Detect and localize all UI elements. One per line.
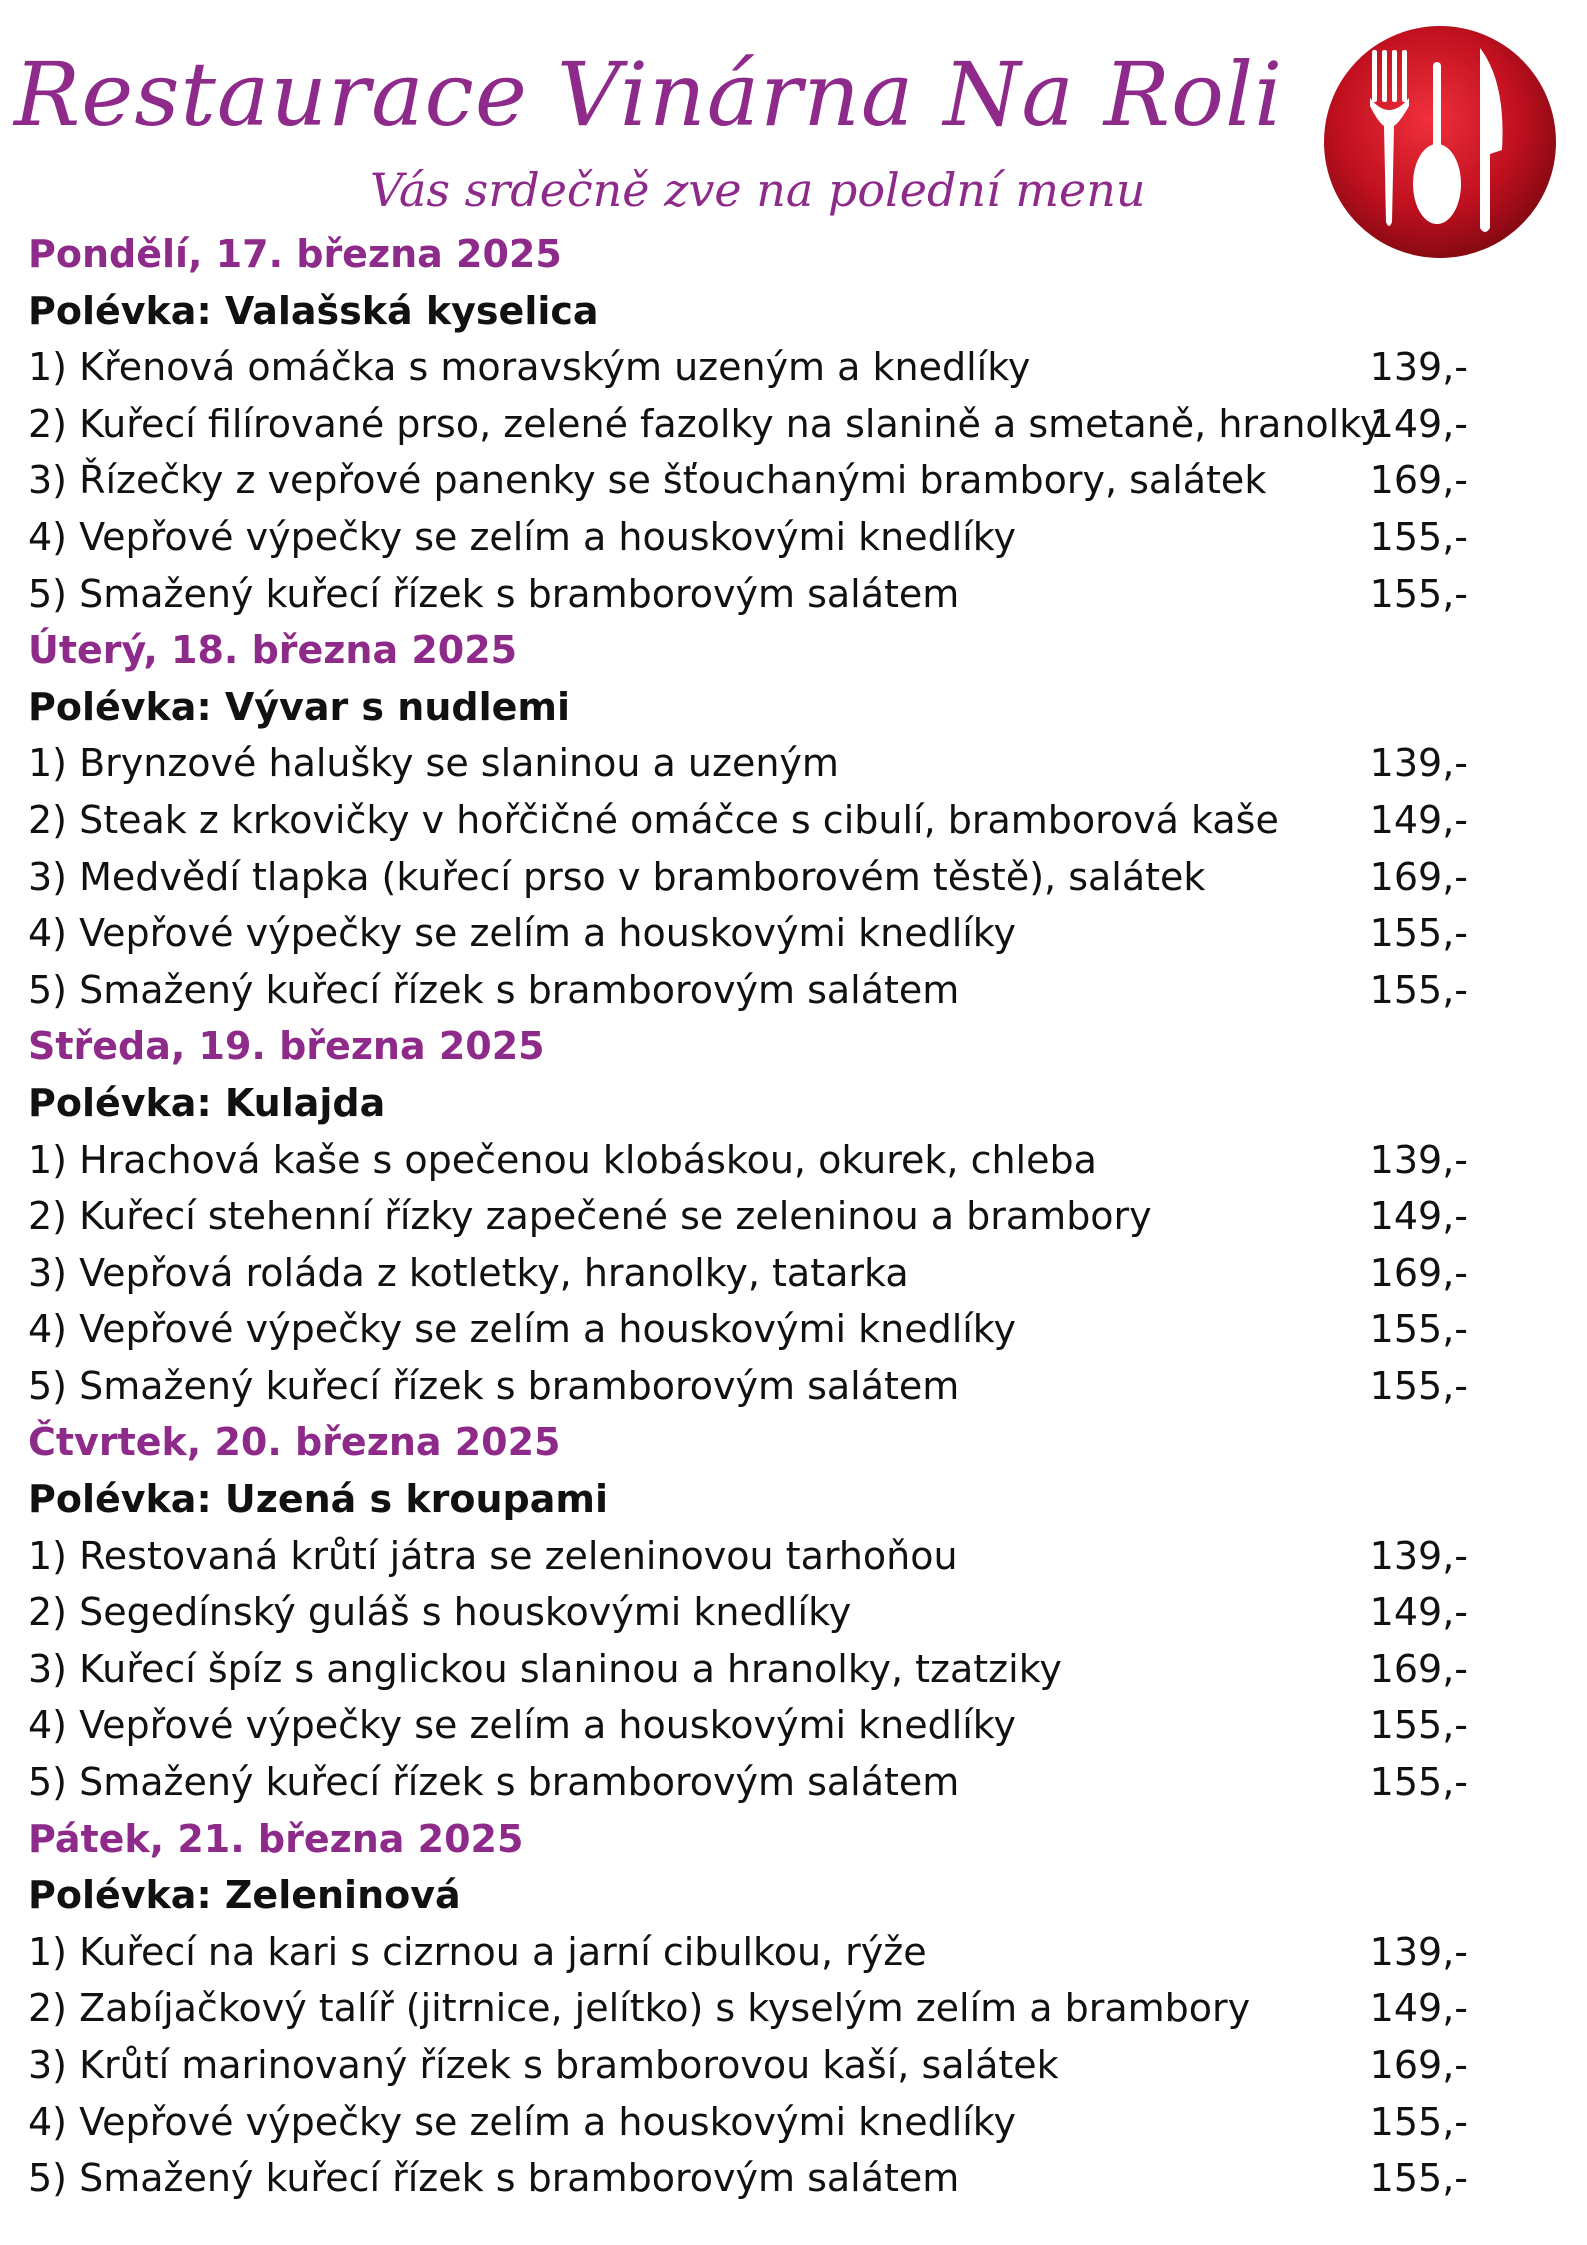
menu-item-name: 3) Krůtí marinovaný řízek s bramborovou kaší, salátek — [28, 2043, 1059, 2087]
menu-item-name: 3) Řízečky z vepřové panenky se šťouchanými brambory, salátek — [28, 458, 1267, 503]
menu-item-name: 1) Kuřecí na kari s cizrnou a jarní cibulkou, rýže — [28, 1929, 927, 1974]
soup-line: Polévka: Uzená s kroupami — [28, 1477, 609, 1522]
menu-item — [28, 1528, 1468, 1585]
menu-item-name: 5) Smažený kuřecí řízek s bramborovým salátem — [28, 2156, 960, 2201]
menu-item — [28, 509, 1468, 566]
menu-item-name: 2) Kuřecí filírované prso, zelené fazolky na slanině a smetaně, hranolky — [28, 401, 1383, 446]
menu-item — [28, 1697, 1468, 1754]
menu-item-name: 2) Zabíjačkový talíř (jitrnice, jelítko) s kyselým zelím a brambory — [28, 1986, 1251, 2031]
menu-item-name: 1) Restovaná krůtí játra se zeleninovou tarhoňou — [28, 1533, 958, 1578]
soup-line: Polévka: Kulajda — [28, 1080, 386, 1125]
menu-item-price: 155,- — [1369, 2099, 1468, 2144]
menu-item-name: 3) Vepřová roláda z kotletky, hranolky, tatarka — [28, 1250, 909, 1295]
menu-item-price: 155,- — [1369, 2156, 1468, 2201]
menu-item — [28, 1245, 1468, 1302]
menu-item-name: 1) Hrachová kaše s opečenou klobáskou, okurek, chleba — [28, 1137, 1097, 1182]
menu-item-name: 1) Křenová omáčka s moravským uzeným a knedlíky — [28, 345, 1031, 390]
day-section — [28, 1018, 1468, 1414]
menu-item — [28, 2094, 1468, 2151]
menu-item-price: 149,- — [1369, 797, 1468, 842]
menu-item-name: 4) Vepřové výpečky se zelím a houskovými knedlíky — [28, 911, 1016, 956]
menu-item-name: 2) Steak z krkovičky v hořčičné omáčce s cibulí, bramborová kaše — [28, 797, 1279, 842]
menu-item-name: 5) Smažený kuřecí řízek s bramborovým salátem — [28, 967, 960, 1012]
menu-item-price: 149,- — [1369, 1590, 1468, 1635]
menu-item-price: 155,- — [1369, 1760, 1468, 1805]
soup-line: Polévka: Zeleninová — [28, 1873, 461, 1918]
menu-item-price: 169,- — [1369, 458, 1468, 503]
menu-item — [28, 962, 1468, 1019]
menu-item-price: 155,- — [1369, 514, 1468, 559]
menu-item-name: 3) Medvědí tlapka (kuřecí prso v bramborovém těstě), salátek — [28, 854, 1206, 899]
day-section — [28, 1811, 1468, 2207]
menu-item — [28, 1924, 1468, 1981]
menu-item-name: 3) Kuřecí špíz s anglickou slaninou a hranolky, tzatziky — [28, 1646, 1062, 1691]
menu-item-name: 5) Smažený kuřecí řízek s bramborovým salátem — [28, 571, 960, 616]
menu-item-price: 149,- — [1369, 401, 1468, 446]
day-section — [28, 1414, 1468, 1810]
menu-item-price: 155,- — [1369, 1703, 1468, 1748]
menu-item — [28, 1980, 1468, 2037]
menu-item-price: 169,- — [1369, 1646, 1468, 1691]
menu-item-price: 139,- — [1369, 1929, 1468, 1974]
day-heading: Středa, 19. března 2025 — [28, 1024, 545, 1069]
menu-item-price: 155,- — [1369, 1363, 1468, 1408]
menu-item — [28, 792, 1468, 849]
soup-line: Polévka: Vývar s nudlemi — [28, 684, 571, 729]
menu-item — [28, 735, 1468, 792]
menu-item-price: 169,- — [1369, 2043, 1468, 2087]
menu-item — [28, 1754, 1468, 1811]
menu-item-name: 1) Brynzové halušky se slaninou a uzeným — [28, 741, 839, 786]
menu-item-price: 155,- — [1369, 1307, 1468, 1352]
menu-item-price: 149,- — [1369, 1986, 1468, 2031]
menu-item-price: 155,- — [1369, 571, 1468, 616]
menu-item — [28, 905, 1468, 962]
menu-item-name: 2) Segedínský guláš s houskovými knedlíky — [28, 1590, 852, 1635]
menu-item-name: 5) Smažený kuřecí řízek s bramborovým salátem — [28, 1760, 960, 1805]
menu-item — [28, 2150, 1468, 2207]
menu-item — [28, 2037, 1468, 2094]
menu-item — [28, 339, 1468, 396]
menu-item — [28, 1301, 1468, 1358]
menu-item — [28, 849, 1468, 906]
soup-line: Polévka: Valašská kyselica — [28, 288, 599, 333]
day-section — [28, 226, 1468, 622]
menu-item — [28, 1188, 1468, 1245]
day-heading: Úterý, 18. března 2025 — [28, 628, 518, 673]
restaurant-title: Restaurace Vinárna Na Roli — [14, 43, 1284, 146]
menu-item — [28, 452, 1468, 509]
menu-item-price: 169,- — [1369, 854, 1468, 899]
menu-item — [28, 396, 1468, 453]
day-heading: Čtvrtek, 20. března 2025 — [28, 1420, 561, 1465]
menu-item-price: 139,- — [1369, 1533, 1468, 1578]
menu-item-name: 4) Vepřové výpečky se zelím a houskovými knedlíky — [28, 1703, 1016, 1748]
menu-item — [28, 1641, 1468, 1698]
menu-item-price: 155,- — [1369, 911, 1468, 956]
menu-item — [28, 1584, 1468, 1641]
menu-item-name: 4) Vepřové výpečky se zelím a houskovými knedlíky — [28, 1307, 1016, 1352]
menu-item-name: 4) Vepřové výpečky se zelím a houskovými knedlíky — [28, 2099, 1016, 2144]
menu-item-price: 169,- — [1369, 1250, 1468, 1295]
menu-item-name: 5) Smažený kuřecí řízek s bramborovým salátem — [28, 1363, 960, 1408]
menu-item-price: 139,- — [1369, 345, 1468, 390]
day-heading: Pondělí, 17. března 2025 — [28, 232, 562, 276]
menu-item — [28, 566, 1468, 623]
menu-item-price: 139,- — [1369, 741, 1468, 786]
day-section — [28, 622, 1468, 1018]
menu-subtitle: Vás srdečně zve na polední menu — [370, 163, 1146, 217]
menu-item — [28, 1358, 1468, 1415]
menu-list — [28, 226, 1468, 2207]
menu-item-price: 139,- — [1369, 1137, 1468, 1182]
day-heading: Pátek, 21. března 2025 — [28, 1816, 524, 1861]
menu-item-price: 155,- — [1369, 967, 1468, 1012]
menu-item-price: 149,- — [1369, 1194, 1468, 1239]
menu-item-name: 4) Vepřové výpečky se zelím a houskovými knedlíky — [28, 514, 1016, 559]
menu-item-name: 2) Kuřecí stehenní řízky zapečené se zeleninou a brambory — [28, 1194, 1152, 1239]
menu-item — [28, 1132, 1468, 1189]
